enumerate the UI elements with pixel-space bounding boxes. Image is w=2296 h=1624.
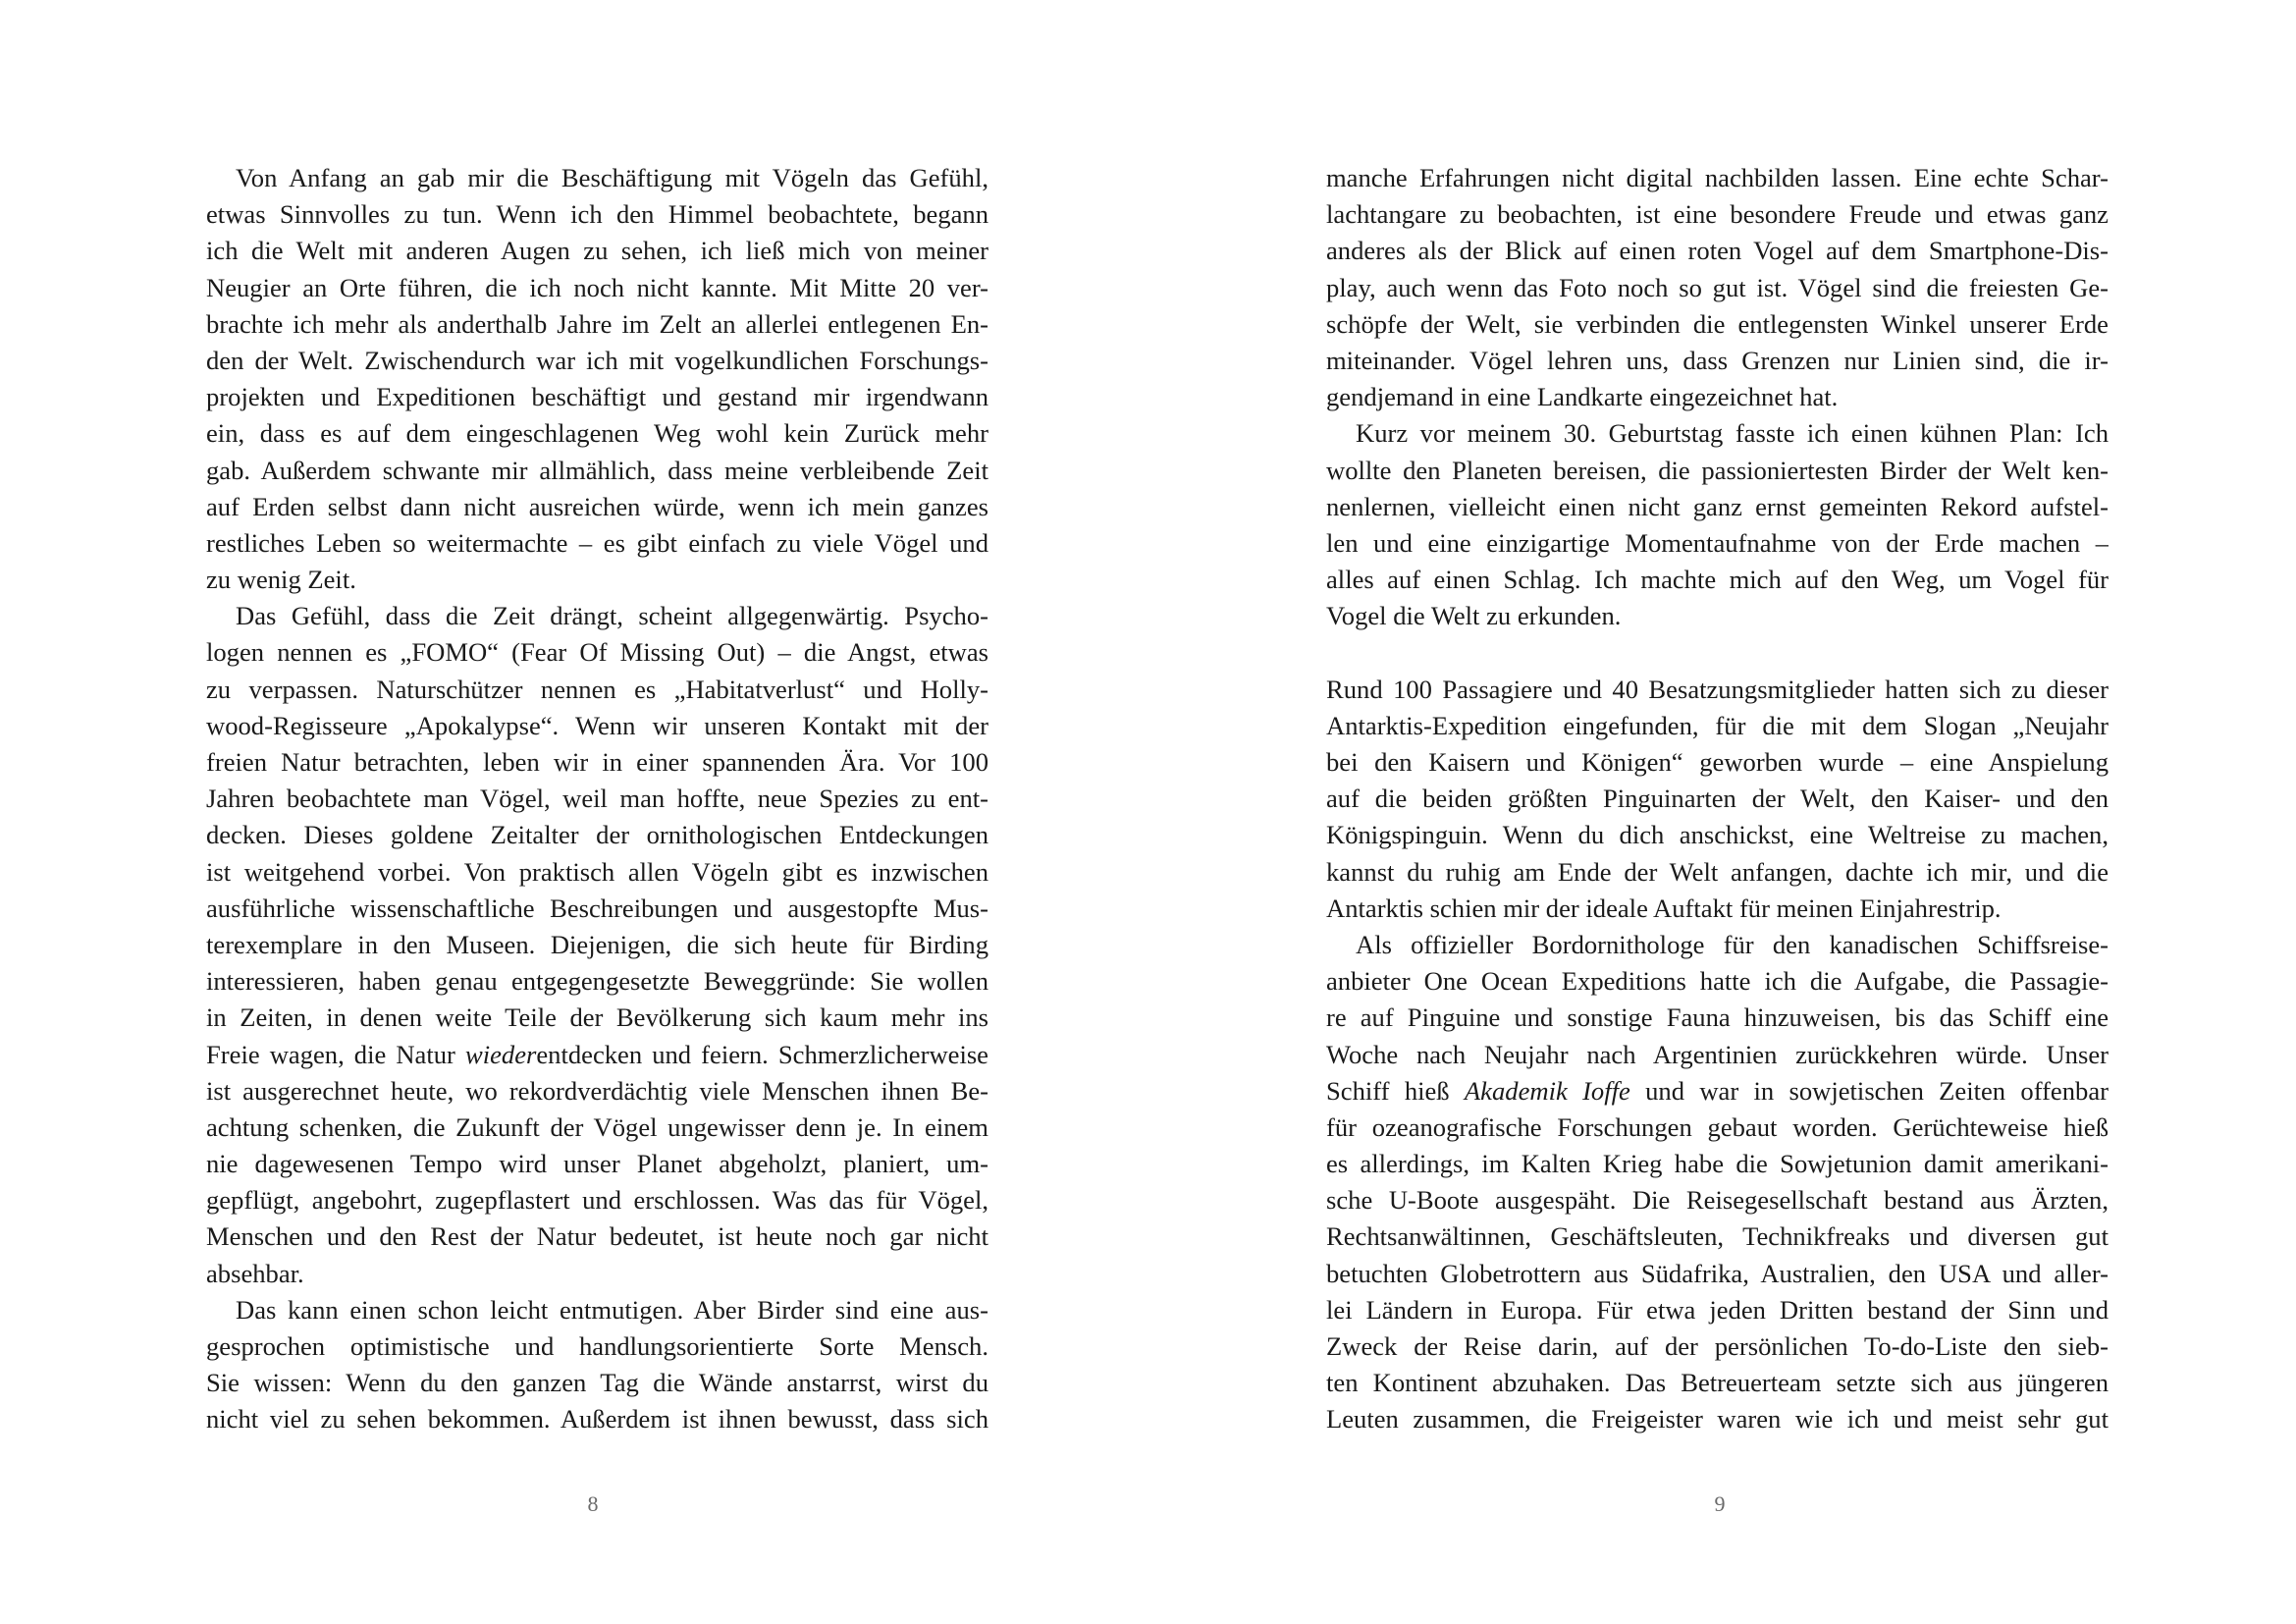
text-line: miteinander. Vögel lehren uns, dass Grenzen nur Linien sind, die ir- xyxy=(1326,345,2109,375)
left-page-text xyxy=(206,160,988,1438)
text-line: anderes als der Blick auf einen roten Vogel auf dem Smartphone-Dis- xyxy=(1326,236,2109,266)
text-line: etwas Sinnvolles zu tun. Wenn ich den Himmel beobachtete, begann xyxy=(206,199,988,230)
text-line: projekten und Expeditionen beschäftigt und gestand mir irgendwann xyxy=(206,382,988,412)
text-line: Woche nach Neujahr nach Argentinien zurückkehren würde. Unser xyxy=(1326,1039,2109,1069)
text-line: freien Natur betrachten, leben wir in einer spannenden Ära. Vor 100 xyxy=(206,747,988,777)
text-line: Rund 100 Passagiere und 40 Besatzungsmitglieder hatten sich zu dieser xyxy=(1326,674,2109,704)
text-line: nenlernen, vielleicht einen nicht ganz ernst gemeinten Rekord aufstel- xyxy=(1326,491,2109,521)
text-line: für ozeanografische Forschungen gebaut worden. Gerüchteweise hieß xyxy=(1326,1111,2109,1142)
text-line: bei den Kaisern und Königen“ geworben wurde – eine Anspielung xyxy=(1326,747,2109,777)
text-line: lei Ländern in Europa. Für etwa jeden Dritten bestand der Sinn und xyxy=(1326,1294,2109,1325)
section-break xyxy=(1326,634,2109,671)
text-segment: Freie wagen, die Natur xyxy=(206,1039,465,1069)
text-line: decken. Dieses goldene Zeitalter der ornithologischen Entdeckungen xyxy=(206,820,988,850)
text-line: Rechtsanwältinnen, Geschäftsleuten, Technikfreaks und diversen gut xyxy=(1326,1221,2109,1252)
text-line: in Zeiten, in denen weite Teile der Bevölkerung sich kaum mehr ins xyxy=(206,1002,988,1033)
text-line: Zweck der Reise darin, auf der persönlichen To-do-Liste den sieb- xyxy=(1326,1331,2109,1361)
text-line: zu verpassen. Naturschützer nennen es „Habitatverlust“ und Holly- xyxy=(206,674,988,704)
text-line: ich die Welt mit anderen Augen zu sehen, ich ließ mich von meiner xyxy=(206,236,988,266)
text-line: brachte ich mehr als anderthalb Jahre im Zelt an allerlei entlegenen En- xyxy=(206,308,988,339)
text-line: betuchten Globetrottern aus Südafrika, Australien, den USA und aller- xyxy=(1326,1258,2109,1288)
text-line: logen nennen es „FOMO“ (Fear Of Missing Out) – die Angst, etwas xyxy=(206,637,988,668)
text-line: schöpfe der Welt, sie verbinden die entlegensten Winkel unserer Erde xyxy=(1326,308,2109,339)
text-line: ist ausgerechnet heute, wo rekordverdächtig viele Menschen ihnen Be- xyxy=(206,1075,988,1106)
text-line xyxy=(206,1037,988,1073)
ship-name-italic: Akademik Ioffe xyxy=(1464,1075,1630,1106)
text-line: zu wenig Zeit. xyxy=(206,565,356,595)
text-line: sche U-Boote ausgespäht. Die Reisegesellschaft bestand aus Ärzten, xyxy=(1326,1185,2109,1216)
page-number: 9 xyxy=(1714,1491,1726,1516)
text-line: achtung schenken, die Zukunft der Vögel ungewisser denn je. In einem xyxy=(206,1111,988,1142)
text-line: ausführliche wissenschaftliche Beschreibungen und ausgestopfte Mus- xyxy=(206,893,988,923)
text-line: gesprochen optimistische und handlungsorientierte Sorte Mensch. xyxy=(206,1331,988,1361)
text-line: Als offizieller Bordornithologe für den kanadischen Schiffsreise- xyxy=(1356,929,2109,959)
text-line: ist weitgehend vorbei. Von praktisch allen Vögeln gibt es inzwischen xyxy=(206,856,988,887)
text-line: len und eine einzigartige Momentaufnahme von der Erde machen – xyxy=(1326,527,2109,558)
text-line: Das kann einen schon leicht entmutigen. Aber Birder sind eine aus- xyxy=(236,1294,988,1325)
text-line: Menschen und den Rest der Natur bedeutet, ist heute noch gar nicht xyxy=(206,1221,988,1252)
text-line: Königspinguin. Wenn du dich anschickst, eine Weltreise zu machen, xyxy=(1326,820,2109,850)
text-line: absehbar. xyxy=(206,1258,304,1288)
text-line: Kurz vor meinem 30. Geburtstag fasste ich einen kühnen Plan: Ich xyxy=(1356,418,2109,449)
text-line: kannst du ruhig am Ende der Welt anfangen, dachte ich mir, und die xyxy=(1326,856,2109,887)
text-line: Antarktis schien mir der ideale Auftakt für meinen Einjahrestrip. xyxy=(1326,893,2002,923)
text-line: Jahren beobachtete man Vögel, weil man hoffte, neue Spezies zu ent- xyxy=(206,784,988,814)
text-line: wollte den Planeten bereisen, die passioniertesten Birder der Welt ken- xyxy=(1326,455,2109,485)
right-page xyxy=(1148,0,2296,1624)
right-page-text xyxy=(1326,160,2109,1438)
text-line: den der Welt. Zwischendurch war ich mit vogelkundlichen Forschungs- xyxy=(206,345,988,375)
text-line: re auf Pinguine und sonstige Fauna hinzuweisen, bis das Schiff eine xyxy=(1326,1002,2109,1033)
text-line: manche Erfahrungen nicht digital nachbilden lassen. Eine echte Schar- xyxy=(1326,163,2109,192)
text-line: interessieren, haben genau entgegengesetzte Beweggründe: Sie wollen xyxy=(206,966,988,997)
text-line: Neugier an Orte führen, die ich noch nicht kannte. Mit Mitte 20 ver- xyxy=(206,272,988,302)
text-line: wood-Regisseure „Apokalypse“. Wenn wir unseren Kontakt mit der xyxy=(206,710,988,740)
text-line: Antarktis-Expedition eingefunden, für die mit dem Slogan „Neujahr xyxy=(1326,710,2109,740)
text-line: terexemplare in den Museen. Diejenigen, die sich heute für Birding xyxy=(206,929,988,959)
text-line: gab. Außerdem schwante mir allmählich, dass meine verbleibende Zeit xyxy=(206,455,988,485)
text-line: ten Kontinent abzuhaken. Das Betreuerteam setzte sich aus jüngeren xyxy=(1326,1368,2109,1398)
text-line: auf die beiden größten Pinguinarten der Welt, den Kaiser- und den xyxy=(1326,784,2109,814)
text-line: gepflügt, angebohrt, zugepflastert und erschlossen. Was das für Vögel, xyxy=(206,1185,988,1216)
text-line: Vogel die Welt zu erkunden. xyxy=(1326,601,1622,631)
text-line: restliches Leben so weitermachte – es gibt einfach zu viele Vögel und xyxy=(206,527,988,558)
text-line: nicht viel zu sehen bekommen. Außerdem ist ihnen bewusst, dass sich xyxy=(206,1404,988,1435)
text-line: es allerdings, im Kalten Krieg habe die Sowjetunion damit amerikani- xyxy=(1326,1149,2109,1179)
page-number: 8 xyxy=(587,1491,599,1516)
text-line: Von Anfang an gab mir die Beschäftigung mit Vögeln das Gefühl, xyxy=(236,163,988,192)
text-line xyxy=(1326,1073,2109,1110)
text-line: gendjemand in eine Landkarte eingezeichnet hat. xyxy=(1326,382,1839,412)
text-line: nie dagewesenen Tempo wird unser Planet abgeholzt, planiert, um- xyxy=(206,1149,988,1179)
italic-emphasis: wieder xyxy=(464,1039,537,1069)
text-segment: Schiff hieß xyxy=(1326,1075,1465,1106)
text-line: anbieter One Ocean Expeditions hatte ich die Aufgabe, die Passagie- xyxy=(1326,966,2109,997)
text-line: Leuten zusammen, die Freigeister waren wie ich und meist sehr gut xyxy=(1326,1404,2109,1435)
text-line: play, auch wenn das Foto noch so gut ist. Vögel sind die freiesten Ge- xyxy=(1326,272,2109,302)
text-line: lachtangare zu beobachten, ist eine besondere Freude und etwas ganz xyxy=(1326,199,2109,230)
text-line: ein, dass es auf dem eingeschlagenen Weg wohl kein Zurück mehr xyxy=(206,418,988,449)
text-segment: und war in sowjetischen Zeiten offenbar xyxy=(1629,1075,2109,1106)
text-line: Das Gefühl, dass die Zeit drängt, scheint allgegenwärtig. Psycho- xyxy=(236,601,988,631)
text-line: Sie wissen: Wenn du den ganzen Tag die Wände anstarrst, wirst du xyxy=(206,1368,988,1398)
text-segment: entdecken und feiern. Schmerzlicherweise xyxy=(536,1039,988,1069)
text-line: alles auf einen Schlag. Ich machte mich auf den Weg, um Vogel für xyxy=(1326,565,2109,595)
text-line: auf Erden selbst dann nicht ausreichen würde, wenn ich mein ganzes xyxy=(206,491,988,521)
